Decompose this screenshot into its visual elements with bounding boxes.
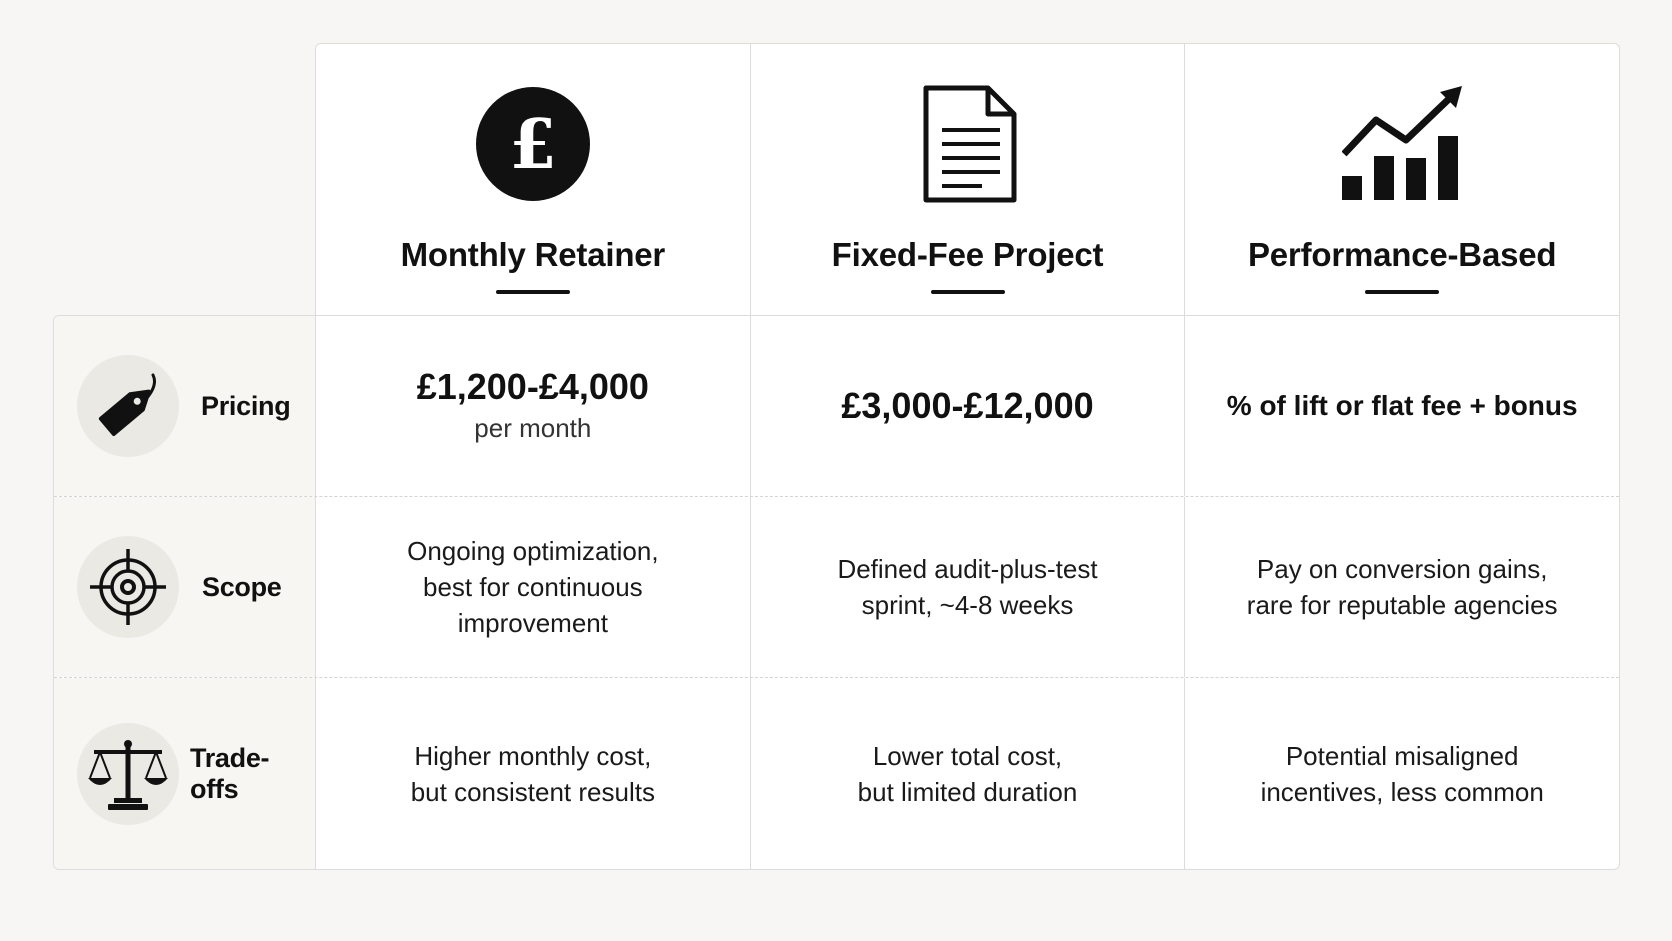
price-unit: per month bbox=[474, 413, 592, 443]
table-row-pricing bbox=[54, 316, 1619, 496]
title-underline bbox=[496, 290, 570, 294]
document-icon bbox=[908, 82, 1028, 206]
icon-badge bbox=[77, 723, 179, 825]
column-header-monthly-retainer bbox=[316, 44, 751, 316]
cell-trade-offs-fixed-fee: Lower total cost, but limited duration bbox=[751, 678, 1186, 869]
cell-pricing-performance bbox=[1185, 316, 1619, 496]
row-label-text: Scope bbox=[202, 571, 282, 602]
title-underline bbox=[931, 290, 1005, 294]
price-model: % of lift or flat fee + bonus bbox=[1226, 390, 1578, 421]
cell-scope-performance: Pay on conversion gains, rare for reputable agencies bbox=[1246, 554, 1558, 620]
icon-badge bbox=[77, 355, 179, 457]
cell-pricing-retainer bbox=[316, 316, 751, 496]
row-label-text: Trade-offs bbox=[190, 742, 270, 804]
table-row-trade-offs bbox=[54, 677, 1619, 869]
row-label-trade-offs bbox=[54, 678, 316, 869]
title-underline bbox=[1365, 290, 1439, 294]
column-title: Performance-Based bbox=[1247, 236, 1557, 273]
cell-trade-offs-performance: Potential misaligned incentives, less common bbox=[1260, 740, 1544, 807]
cell-trade-offs-retainer: Higher monthly cost, but consistent results bbox=[316, 678, 751, 869]
price-range: £3,000-£12,000 bbox=[841, 385, 1094, 426]
price-tag-icon bbox=[93, 371, 163, 441]
cell-pricing-fixed-fee bbox=[751, 316, 1186, 496]
row-label-text: Pricing bbox=[201, 390, 291, 421]
row-label-pricing bbox=[54, 316, 316, 496]
growth-chart-icon bbox=[1342, 82, 1462, 206]
column-header-performance-based bbox=[1185, 44, 1619, 316]
column-header-fixed-fee bbox=[751, 44, 1186, 316]
target-icon bbox=[88, 547, 168, 627]
column-title: Fixed-Fee Project bbox=[831, 236, 1104, 273]
comparison-table bbox=[53, 315, 1620, 870]
cell-scope-retainer: Ongoing optimization, best for continuous improvement bbox=[316, 497, 751, 677]
column-title: Monthly Retainer bbox=[400, 236, 666, 273]
cell-scope-fixed-fee: Defined audit-plus-test sprint, ~4-8 weeks bbox=[751, 497, 1186, 677]
row-label-scope bbox=[54, 497, 316, 677]
table-row-scope bbox=[54, 496, 1619, 677]
column-headers bbox=[315, 43, 1620, 316]
pound-sign-icon bbox=[473, 82, 593, 206]
price-range: £1,200-£4,000 bbox=[416, 366, 649, 407]
svg-text:£: £ bbox=[509, 105, 557, 185]
scales-icon bbox=[86, 734, 170, 814]
icon-badge bbox=[77, 536, 179, 638]
